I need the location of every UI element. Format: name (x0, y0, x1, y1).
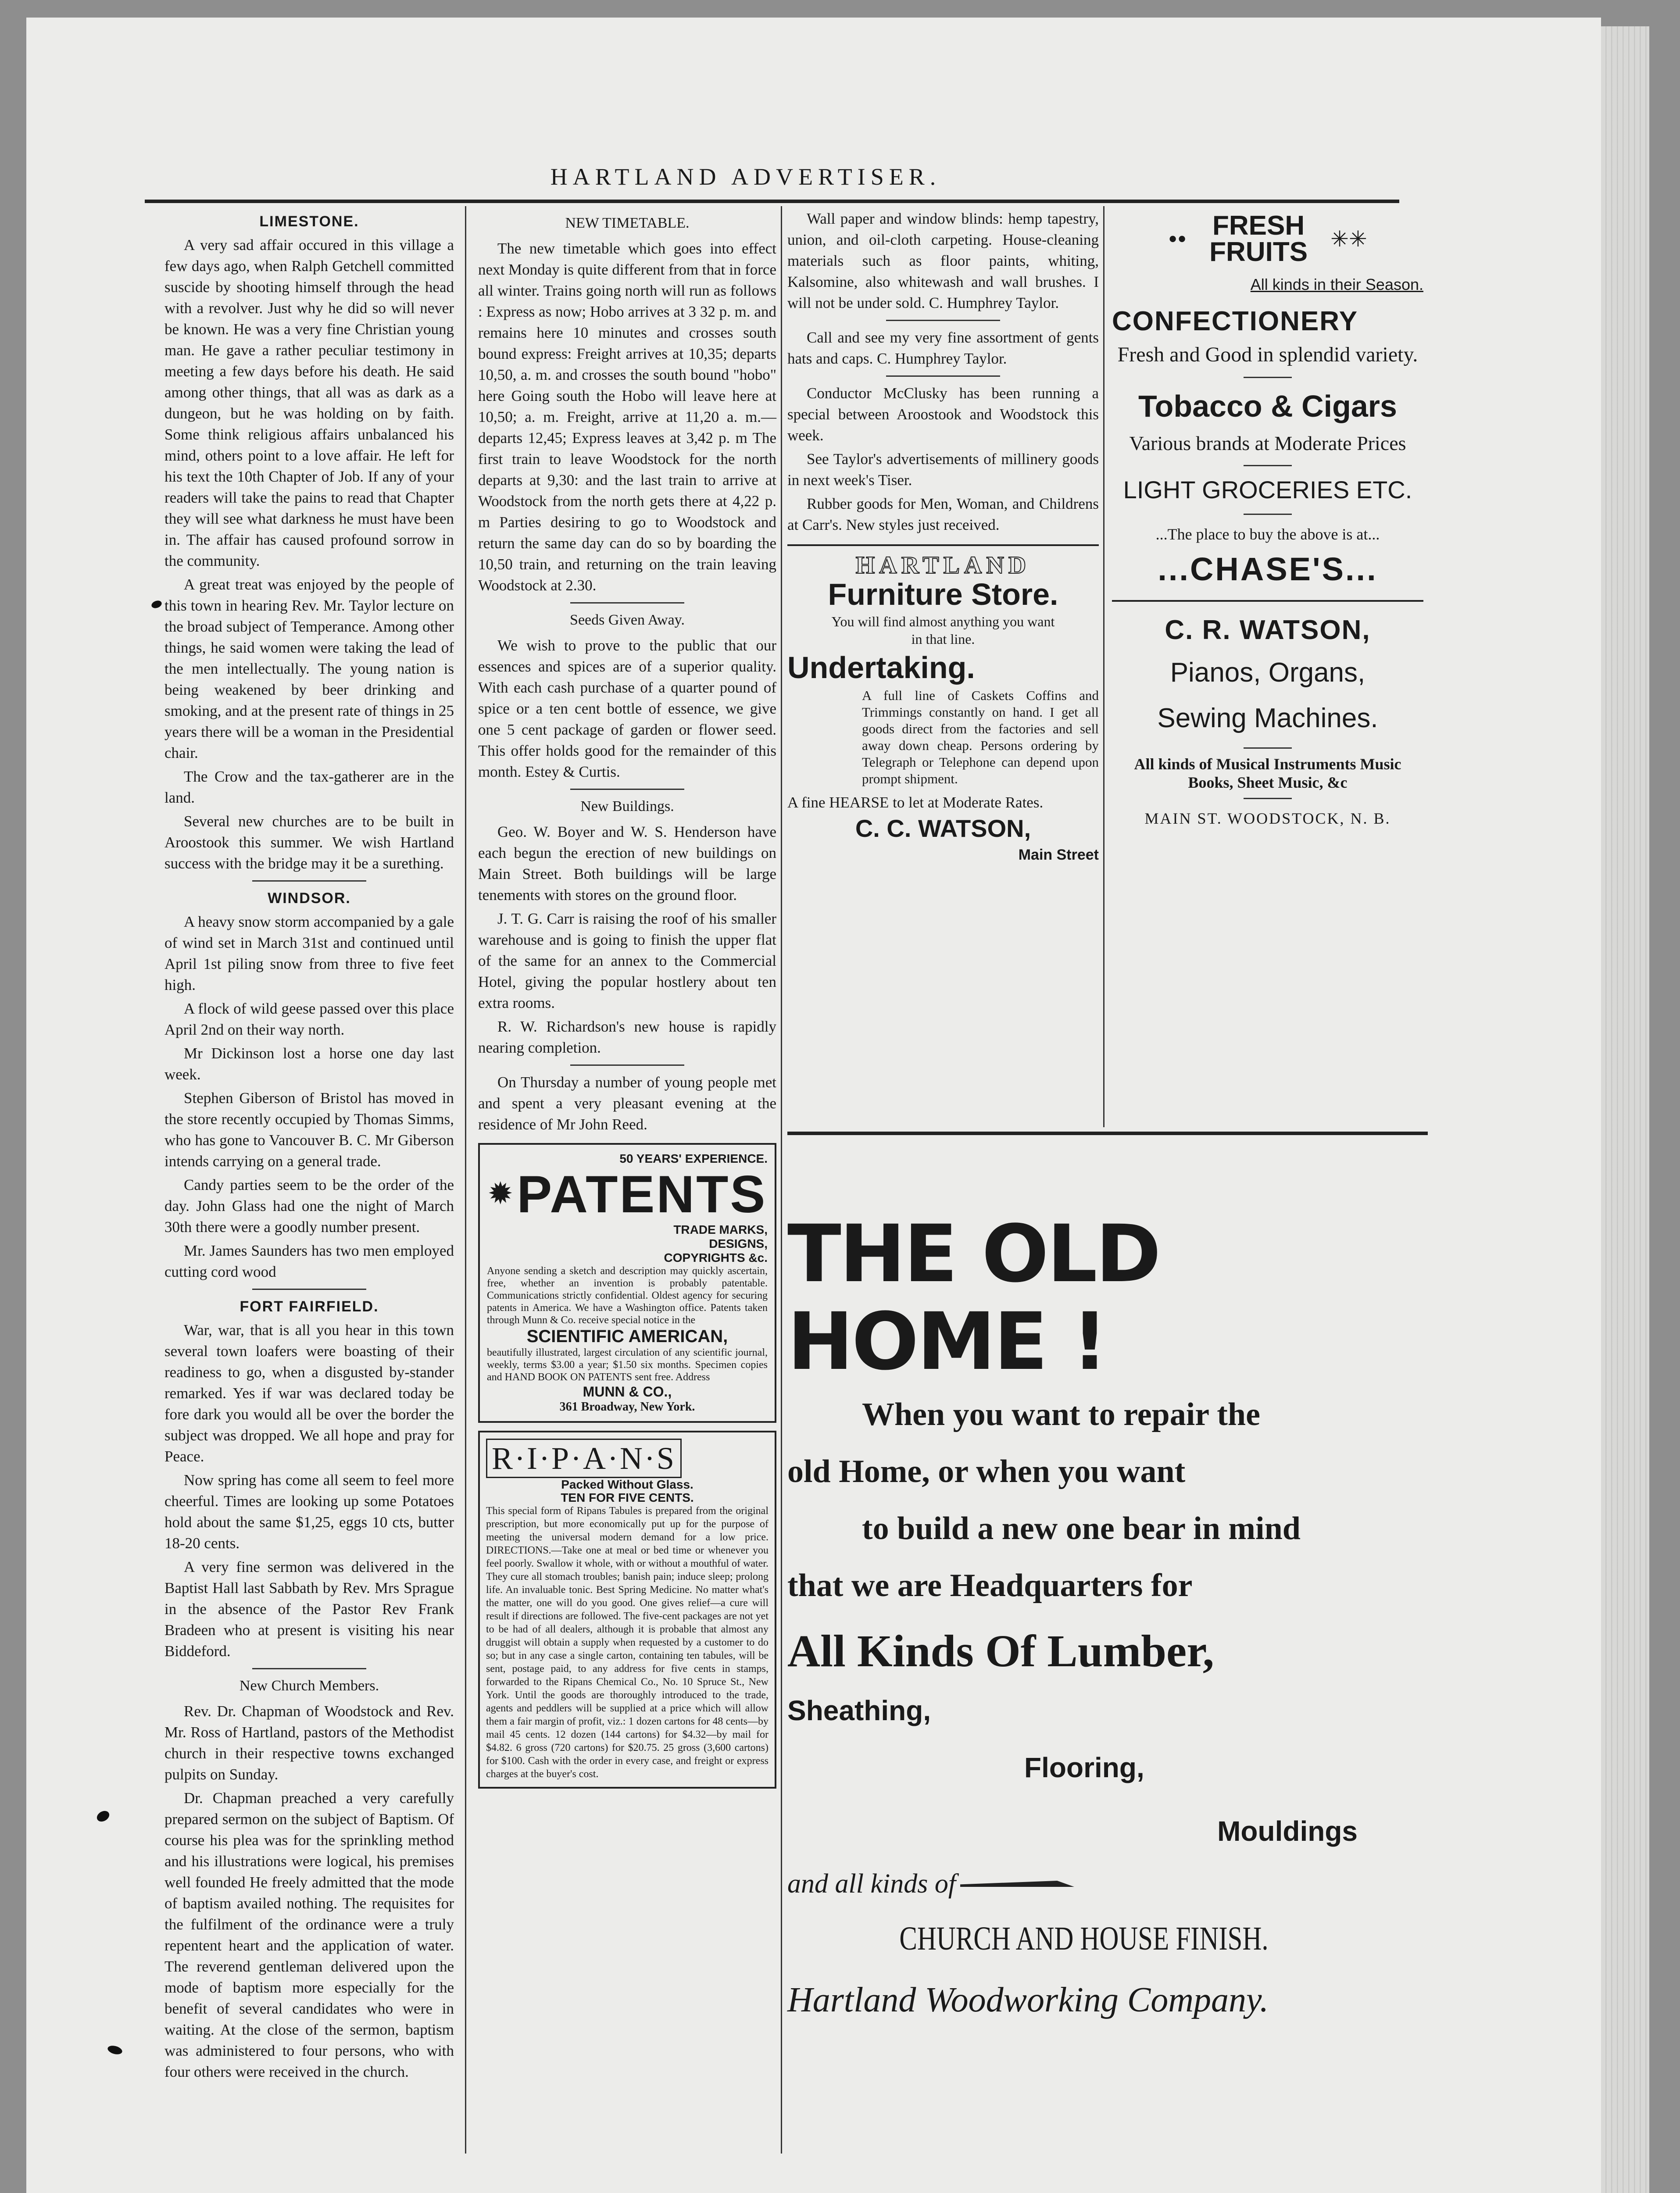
paragraph: On Thursday a number of young people met and spent a very pleasant evening at the residence of Mr John Reed. (478, 1074, 776, 1133)
ad-text: A full line of Caskets Coffins and Trimmings constantly on hand. I get all goods direct from the factories and sell away down cheap. Persons ordering by Telegraph or Telephone can depend upon prompt shipment. (862, 688, 1099, 786)
paragraph: Candy parties seem to be the order of the day. John Glass had one the night of March 30th there were a goodly number present. (164, 1176, 454, 1236)
ad-text: MUNN & CO., (583, 1384, 672, 1400)
section-heading: FORT FAIRFIELD. (239, 1298, 379, 1315)
paragraph: Mr. James Saunders has two men employed cutting cord wood (164, 1242, 454, 1280)
divider (1244, 514, 1292, 515)
divider (252, 880, 366, 882)
ad-title: PATENTS (517, 1165, 767, 1224)
watson-furniture-ad (787, 552, 1099, 865)
column-divider (1103, 206, 1105, 1127)
stacked-page-edges (1601, 26, 1649, 2193)
ad-text: Main Street (1018, 846, 1099, 863)
section-heading: New Buildings. (580, 798, 674, 814)
paragraph: Dr. Chapman preached a very carefully prepared sermon on the subject of Baptism. Of course his plea was for the sprinkling method and his illustrations were logical, his premises well founded He freely admitted that the mode of baptism availed nothing. The requisites for the fulfilment of the ordinance were a truly repentent heart and the application of water. The reverend gentleman delivered upon the mode of baptism more especially for the benefit of several candidates who were in waiting. At the close of the sermon, baptism was administered to four persons, who with four others were received in the church. (164, 1789, 454, 2080)
paragraph: Mr Dickinson lost a horse one day last week. (164, 1045, 454, 1083)
ad-text: old Home, or when you want (787, 1454, 1186, 1489)
ad-text: All Kinds Of Lumber, (787, 1626, 1214, 1676)
ad-text: Mouldings (1217, 1815, 1358, 1847)
ad-text: Anyone sending a sketch and description may quickly ascertain, free, whether an invention is probably patentable. Communications strictly confidential. Oldest agency for securing patents in America. We have a Washington office. Patents taken through Munn & Co. receive special notice in the (487, 1265, 768, 1326)
ad-text: HARTLAND (855, 552, 1031, 579)
paragraph: A very sad affair occured in this village a few days ago, when Ralph Getchell committed suscide by shooting himself through the head with a revolver. Just why he did so will never be known. He was a very fine Christian young man. He gave a rather peculiar testimony in meeting a few days before his death. He said among other things, that all was as dark as a dungeon, but he was holding on by faith. Some think religious affairs unbalanced his mind, others point to a love affair. He left for his text the 10th Chapter of Job. If any of your readers will take the pains to read that Chapter they will see what darkness he must have been in. The affair has caused profound sorrow in the community. (164, 236, 454, 569)
column-divider (465, 206, 466, 2154)
patents-ad (478, 1143, 776, 1423)
ad-text: CHURCH AND HOUSE FINISH. (899, 1920, 1269, 1957)
paragraph: Wall paper and window blinds: hemp tapestry, union, and oil-cloth carpeting. House-cleaning materials such as floor paints, whiting, Kalsomine, also whitewash and wall brushes. I will not be under sold. C. Humphrey Taylor. (787, 210, 1099, 311)
divider (787, 1132, 1428, 1135)
ad-text: Various brands at Moderate Prices (1129, 432, 1406, 454)
column-2 (478, 208, 776, 1789)
paragraph: Now spring has come all seem to feel more cheerful. Times are looking up some Potatoes hold about the same $1,25, eggs 10 cts, butter 18-20 cents. (164, 1472, 454, 1552)
section-heading: WINDSOR. (268, 890, 351, 907)
divider (570, 789, 684, 790)
divider (886, 320, 1000, 321)
ad-text: TEN FOR FIVE CENTS. (561, 1491, 694, 1504)
paragraph: The new timetable which goes into effect next Monday is quite different from that in force all winter. Trains going north will run as follows : Express as now; Hobo arrives at 3 32 p. m. and remains here 10 minutes and crosses south bound express: Freight arrives at 10,35; departs 10,50, a. m. and crosses the south bound "hobo" here Going south the Hobo will leave here at 10,50; a. m. Freight, arrive at 11,20 a. m.—departs 12,45; Express leaves at 3,42 p. m The first train to leave Woodstock for the north departs at 9,30: and the last train to arrive at Woodstock from the north gets there at 4,22 p. m Parties desiring to go to Woodstock and return the same day can do so by boarding the 10,50 train, and returning on the train leaving Woodstock at 2.30. (478, 240, 776, 594)
ad-text: ...The place to buy the above is at... (1155, 525, 1380, 543)
ad-title: THE OLD HOME ! (787, 1208, 1160, 1388)
ad-text: MAIN ST. WOODSTOCK, N. B. (1144, 810, 1391, 827)
ad-text: All kinds of Musical Instruments Music Books, Sheet Music, &c (1134, 755, 1401, 791)
ad-text: All kinds in their Season. (1250, 275, 1423, 293)
masthead-rule (145, 200, 1399, 203)
divider (1244, 747, 1292, 749)
hartland-woodworking-ad (787, 1208, 1437, 2031)
paragraph: Rev. Dr. Chapman of Woodstock and Rev. Mr. Ross of Hartland, pastors of the Methodist church in their respective towns exchanged pulpits on Sunday. (164, 1703, 454, 1783)
divider (1244, 798, 1292, 799)
section-heading: Seeds Given Away. (570, 612, 685, 628)
masthead: HARTLAND ADVERTISER. (550, 164, 941, 190)
ad-text: LIGHT GROCERIES ETC. (1123, 476, 1412, 504)
divider (1244, 465, 1292, 466)
ad-text: Tobacco & Cigars (1138, 389, 1397, 423)
ad-text: COPYRIGHTS &c. (664, 1251, 768, 1264)
column-4 (1112, 208, 1423, 832)
ad-text: Sheathing, (787, 1695, 931, 1726)
paragraph: We wish to prove to the public that our essences and spices are of a superior quality. With each cash purchase of a quarter pound of spice or a ten cent bottle of essence, we give one 5 cent package of garden or flower seed. This offer holds good for the remainder of this month. Estey & Curtis. (478, 637, 776, 780)
ad-text: Pianos, Organs, Sewing Machines. (1157, 657, 1378, 733)
asterism-icon: ✳✳ (1330, 227, 1367, 251)
section-heading: LIMESTONE. (259, 213, 359, 230)
divider (1244, 377, 1292, 378)
dots-ornament-icon: •• (1168, 225, 1187, 254)
ad-text: Packed Without Glass. (561, 1478, 693, 1491)
ad-text: This special form of Ripans Tabules is prepared from the original prescription, but more economically put up for the purpose of meeting the universal modern demand for a low price. DIRECTIONS.—Take one at meal or bed time or whenever you feel poorly. Swallow it whole, with or without a mouthful of water. They cure all stomach troubles; banish pain; induce sleep; prolong life. An invaluable tonic. Best Spring Medicine. No matter what's the matter, one will do you good. One gives relief—a cure will result if directions are followed. The five-cent packages are not yet to be had of all dealers, although it is probable that almost any druggist will obtain a supply when requested by a customer to do so; but in any case a single carton, containing ten tabules, will be sent, postage paid, to any address for five cents in stamps, forwarded to the Ripans Chemical Co., No. 10 Spruce St., New York. Until the goods are thoroughly introduced to the trade, agents and peddlers will be supplied at a price which will allow them a fair margin of profit, viz.: 1 dozen cartons for 48 cents—by mail 45 cents. 12 dozen (144 cartons) for $4.32—by mail for $4.82. 6 gross (720 cartons) for $20.75. 25 gross (3,600 cartons) for $100. Cash with the order in every case, and freight or express charges at the buyer's cost. (486, 1505, 769, 1780)
ripans-ad (478, 1431, 776, 1789)
ad-text: DESIGNS, (709, 1237, 768, 1250)
column-3 (787, 208, 1099, 865)
ad-text: ...CHASE'S... (1158, 551, 1378, 587)
paragraph: A great treat was enjoyed by the people of this town in hearing Rev. Mr. Taylor lecture on the broad subject of Temperance. Among other things, he said women were taking the lead of the men intellectually. The young nation is being weakened by beer drinking and smoking, and at the present rate of things in 25 years there will be a woman in the Presidential chair. (164, 576, 454, 761)
paragraph: Call and see my very fine assortment of gents hats and caps. C. Humphrey Taylor. (787, 329, 1099, 367)
pointing-hand-icon (960, 1881, 1074, 1887)
ad-text: C. R. WATSON, (1165, 615, 1371, 645)
divider (570, 1064, 684, 1066)
ad-text: to build a new one bear in mind (862, 1511, 1301, 1547)
section-heading: New Church Members. (239, 1678, 379, 1694)
ad-text: Undertaking. (787, 650, 975, 685)
paragraph: A flock of wild geese passed over this place April 2nd on their way north. (164, 1000, 454, 1038)
paragraph: War, war, that is all you hear in this town several town loafers were boasting of their readiness to go, when a disgusted by-stander remarked. Yes if war was declared today be fore dark you would all be over the border the subject was dropped. We all hope and pray for Peace. (164, 1322, 454, 1465)
paragraph: See Taylor's advertisements of millinery goods in next week's Tiser. (787, 450, 1099, 489)
ad-text: 50 YEARS' EXPERIENCE. (619, 1152, 768, 1165)
ad-text: 361 Broadway, New York. (559, 1400, 695, 1414)
divider (1112, 600, 1423, 602)
paragraph: The Crow and the tax-gatherer are in the land. (164, 768, 454, 806)
ad-text: CONFECTIONERY (1112, 306, 1358, 336)
column-1 (164, 208, 454, 2085)
ad-text: You will find almost anything you want in that line. (831, 614, 1055, 647)
ad-text: beautifully illustrated, largest circulation of any scientific journal, weekly, terms $3.00 a year; $1.50 six months. Specimen copies and HAND BOOK ON PATENTS sent free. Address (487, 1347, 768, 1383)
paragraph: Rubber goods for Men, Woman, and Childrens at Carr's. New styles just received. (787, 495, 1099, 533)
paragraph: Several new churches are to be built in Aroostook this summer. We wish Hartland success with the bridge may it be a surething. (164, 813, 454, 872)
paragraph: A heavy snow storm accompanied by a gale of wind set in March 31st and continued until April 1st piling snow from three to five feet high. (164, 913, 454, 993)
divider (252, 1668, 366, 1669)
divider (570, 602, 684, 604)
paragraph: R. W. Richardson's new house is rapidly nearing completion. (478, 1018, 776, 1056)
ad-text: SCIENTIFIC AMERICAN, (526, 1327, 728, 1346)
divider (886, 375, 1000, 377)
ad-text: that we are Headquarters for (787, 1568, 1193, 1604)
column-divider (781, 206, 782, 2154)
divider (787, 544, 1099, 546)
section-heading: NEW TIMETABLE. (565, 215, 690, 231)
ad-text: When you want to repair the (862, 1397, 1260, 1432)
ad-text: Fresh and Good in splendid variety. (1117, 343, 1418, 366)
paragraph: Conductor McClusky has been running a special between Aroostook and Woodstock this week. (787, 385, 1099, 444)
ad-text: TRADE MARKS, (673, 1223, 768, 1236)
ad-text: FRESH FRUITS (1209, 211, 1308, 267)
ad-text: Flooring, (1024, 1752, 1144, 1783)
ad-text: C. C. WATSON, (855, 814, 1031, 842)
divider (252, 1289, 366, 1290)
paragraph: A very fine sermon was delivered in the Baptist Hall last Sabbath by Rev. Mrs Sprague in the absence of the Pastor Rev Frank Bradeen who at present is visiting his near Biddeford. (164, 1558, 454, 1660)
ad-text: Furniture Store. (828, 577, 1058, 611)
seal-icon: ✹ (487, 1177, 514, 1211)
paragraph: J. T. G. Carr is raising the roof of his smaller warehouse and is going to finish the upper flat of the same for an annex to the Commercial Hotel, giving the popular hostlery about ten extra rooms. (478, 910, 776, 1011)
ad-text: A fine HEARSE to let at Moderate Rates. (787, 794, 1044, 811)
ad-text: and all kinds of (787, 1869, 956, 1899)
ad-title: R·I·P·A·N·S (486, 1439, 682, 1478)
paragraph: Stephen Giberson of Bristol has moved in the store recently occupied by Thomas Simms, who has gone to Vancouver B. C. Mr Giberson intends carrying on a general trade. (164, 1089, 454, 1170)
ad-text: Hartland Woodworking Company. (787, 1981, 1269, 2019)
paragraph: Geo. W. Boyer and W. S. Henderson have each begun the erection of new buildings on Main Street. Both buildings will be large tenements with stores on the ground floor. (478, 823, 776, 904)
